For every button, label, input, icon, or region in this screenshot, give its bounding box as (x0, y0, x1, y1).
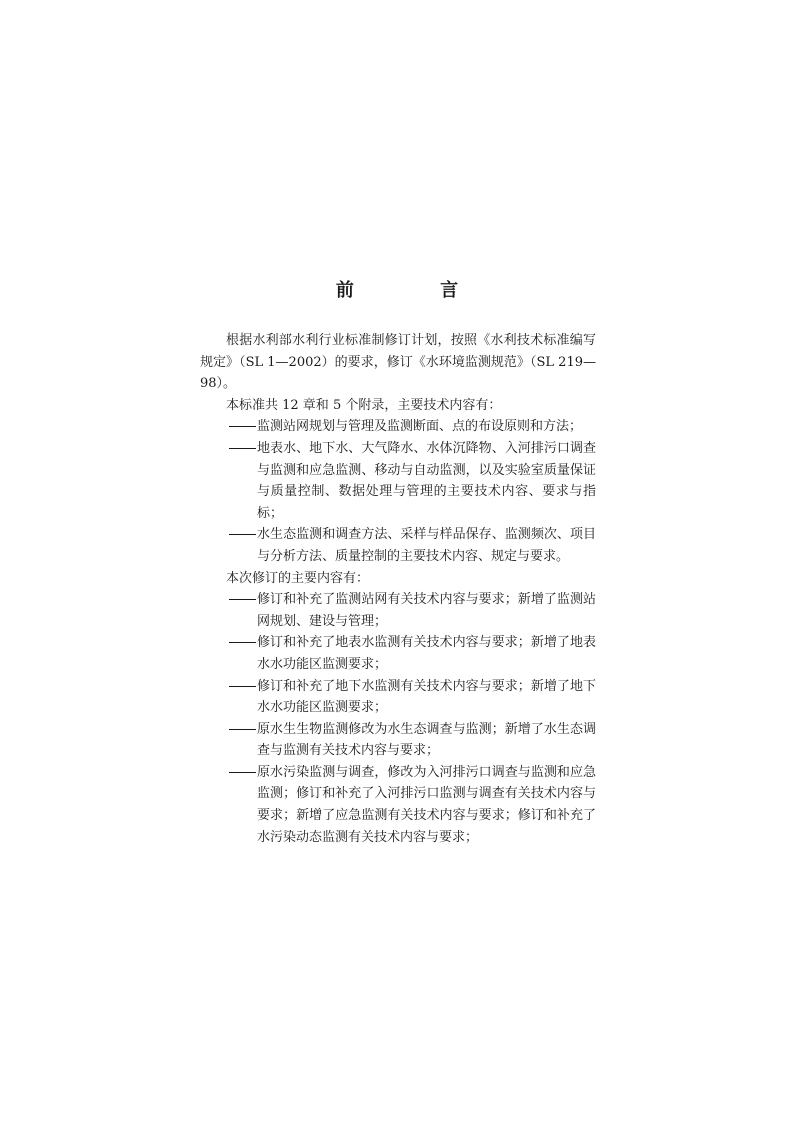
list-item-text: 原水污染监测与调查，修改为入河排污口调查与监测和应急监测；修订和补充了入河排污口监测与调查有关技术内容与要求；新增了应急监测有关技术内容与要求；修订和补充了水污染动态监测有关技术内容与要求； (257, 764, 596, 845)
dash-bullet (229, 426, 256, 427)
list-item-text: 修订和补充了监测站网有关技术内容与要求；新增了监测站网规划、建设与管理； (257, 592, 596, 629)
dash-bullet (229, 534, 256, 535)
preface-paragraph: 根据水利部水利行业标准制修订计划，按照《水利技术标准编写规定》（SL 1—2002）的要求，修订《水环境监测规范》（SL 219—98）。 (200, 333, 596, 392)
list-item (200, 676, 596, 719)
dash-bullet (229, 642, 256, 643)
dash-bullet (229, 772, 256, 773)
list-item (200, 762, 596, 848)
page-title: 前 言 (335, 280, 499, 301)
list-item-text: 修订和补充了地表水监测有关技术内容与要求；新增了地表水水功能区监测要求； (257, 635, 596, 672)
list-item-text: 监测站网规划与管理及监测断面、点的布设原则和方法； (257, 419, 583, 435)
list-item-text: 原水生生物监测修改为水生态调查与监测；新增了水生态调查与监测有关技术内容与要求； (257, 721, 596, 759)
list-item (200, 524, 596, 567)
list-item (200, 719, 596, 762)
dash-bullet (229, 729, 256, 730)
dash-bullet (229, 599, 256, 600)
list-item-text: 地表水、地下水、大气降水、水体沉降物、入河排污口调查与监测和应急监测、移动与自动监测，以及实验室质量保证与质量控制、数据处理与管理的主要技术内容、要求与指标； (257, 440, 596, 521)
list-item-text: 修订和补充了地下水监测有关技术内容与要求；新增了地下水水功能区监测要求； (257, 678, 596, 716)
list-item (200, 632, 596, 675)
dash-bullet (229, 686, 256, 687)
list-item (200, 438, 596, 524)
list-item-text: 水生态监测和调查方法、采样与样品保存、监测频次、项目与分析方法、质量控制的主要技术内容、规定与要求。 (257, 527, 596, 564)
contents-intro: 本标准共 12 章和 5 个附录，主要技术内容有： (226, 397, 502, 413)
list-item (200, 416, 596, 438)
revisions-intro: 本次修订的主要内容有： (226, 570, 370, 586)
preface-body (200, 330, 596, 848)
dash-bullet (229, 448, 256, 449)
list-item (200, 589, 596, 632)
